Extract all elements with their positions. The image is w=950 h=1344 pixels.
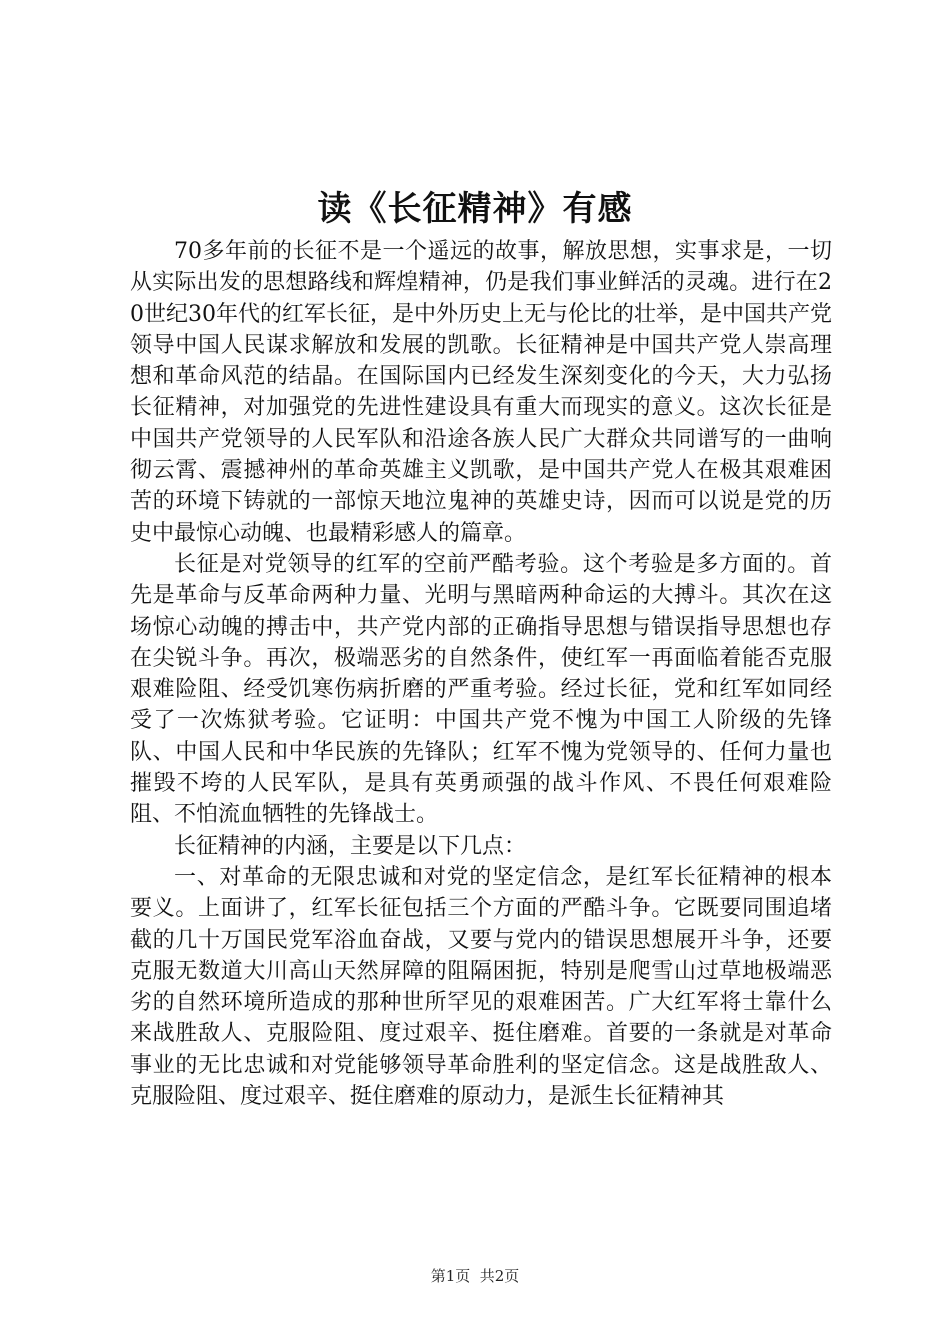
document-title: 读《长征精神》有感 [317,189,633,229]
body-paragraph: 一、对革命的无限忠诚和对党的坚定信念，是红军长征精神的根本要义。上面讲了，红军长征包括三个方面的严酷斗争。它既要同围追堵截的几十万国民党军浴血奋战，又要与党内的错误思想展开斗争，还要克服无数道大川高山天然屏障的阻隔困扼，特别是爬雪山过草地极端恶劣的自然环境所造成的那种世所罕见的艰难困苦。广大红军将士靠什么来战胜敌人、克服险阻、度过艰辛、挺住磨难。首要的一条就是对革命事业的无比忠诚和对党能够领导革命胜利的坚定信念。这是战胜敌人、克服险阻、度过艰辛、挺住磨难的原动力，是派生长征精神其 [130,864,832,1110]
document-body [130,236,832,1112]
page-footer [0,1266,950,1286]
body-paragraph: 长征是对党领导的红军的空前严酷考验。这个考验是多方面的。首先是革命与反革命两种力量、光明与黑暗两种命运的大搏斗。其次在这场惊心动魄的搏击中，共产党内部的正确指导思想与错误指导思想也存在尖锐斗争。再次，极端恶劣的自然条件，使红军一再面临着能否克服艰难险阻、经受饥寒伤病折磨的严重考验。经过长征，党和红军如同经受了一次炼狱考验。它证明：中国共产党不愧为中国工人阶级的先锋队、中国人民和中华民族的先锋队；红军不愧为党领导的、任何力量也摧毁不垮的人民军队，是具有英勇顽强的战斗作风、不畏任何艰难险阻、不怕流血牺牲的先锋战士。 [130,551,832,828]
body-paragraph: 长征精神的内涵，主要是以下几点： [174,833,527,859]
page-number-label: 第1页 共2页 [430,1267,520,1285]
body-paragraph: 70多年前的长征不是一个遥远的故事，解放思想，实事求是，一切从实际出发的思想路线和辉煌精神，仍是我们事业鲜活的灵魂。进行在20世纪30年代的红军长征，是中外历史上无与伦比的壮举，是中国共产党领导中国人民谋求解放和发展的凯歌。长征精神是中国共产党人崇高理想和革命风范的结晶。在国际国内已经发生深刻变化的今天，大力弘扬长征精神，对加强党的先进性建设具有重大而现实的意义。这次长征是中国共产党领导的人民军队和沿途各族人民广大群众共同谱写的一曲响彻云霄、震撼神州的革命英雄主义凯歌，是中国共产党人在极其艰难困苦的环境下铸就的一部惊天地泣鬼神的英雄史诗，因而可以说是党的历史中最惊心动魄、也最精彩感人的篇章。 [130,239,832,546]
